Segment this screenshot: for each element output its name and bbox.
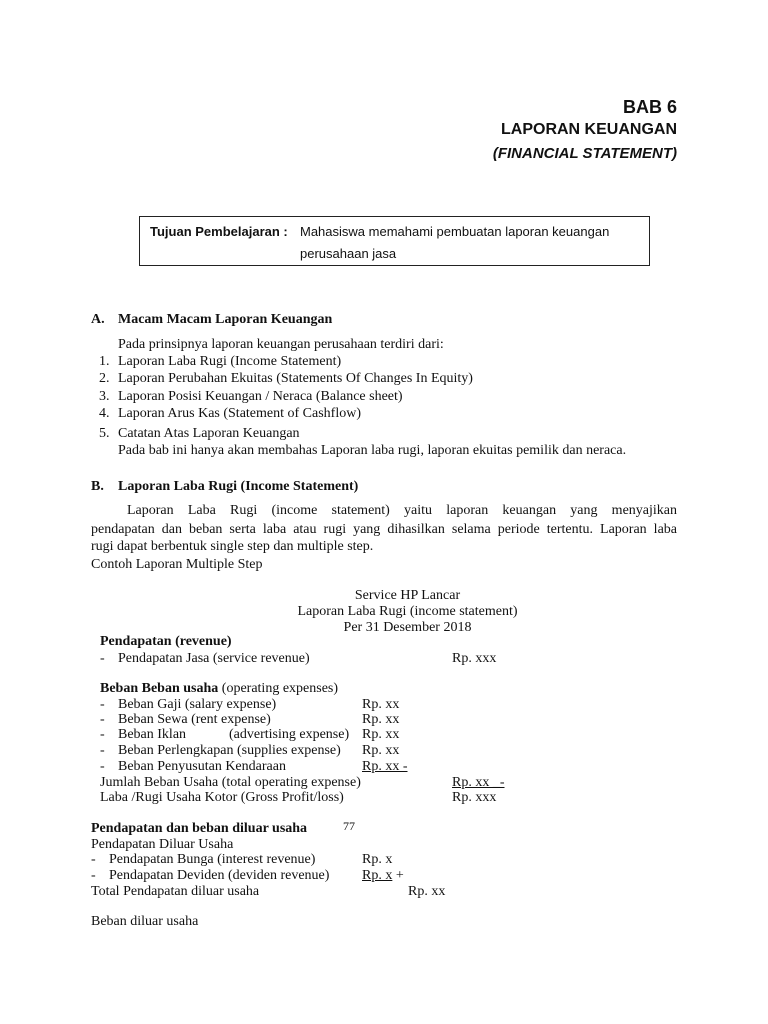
dash: - xyxy=(100,727,105,742)
section-a-letter: A. xyxy=(91,312,105,327)
objective-text-line1: Mahasiswa memahami pembuatan laporan keuangan xyxy=(300,224,610,239)
nonop-heading: Pendapatan dan beban diluar usaha xyxy=(91,821,308,836)
opex-heading-rest: (operating expenses) xyxy=(221,681,339,696)
chapter-title: LAPORAN KEUANGAN xyxy=(501,121,677,138)
list-item: Laporan Arus Kas (Statement of Cashflow) xyxy=(118,406,361,421)
dash: - xyxy=(100,651,105,666)
dash: - xyxy=(91,852,96,867)
dash: - xyxy=(100,759,105,774)
total-nonop-amount: Rp. xx xyxy=(408,884,446,899)
list-number: 4. xyxy=(99,406,110,421)
list-item: Catatan Atas Laporan Keuangan xyxy=(118,426,300,441)
chapter-number: BAB 6 xyxy=(622,97,677,117)
plus-sign: + xyxy=(395,868,404,883)
chapter-subtitle: (FINANCIAL STATEMENT) xyxy=(492,145,677,162)
dash: - xyxy=(91,868,96,883)
list-number: 5. xyxy=(99,426,110,441)
dash: - xyxy=(100,712,105,727)
nonop-item-amount: Rp. x xyxy=(362,852,393,867)
list-item: Laporan Laba Rugi (Income Statement) xyxy=(118,354,342,369)
list-number: 3. xyxy=(99,389,110,404)
revenue-heading: Pendapatan (revenue) xyxy=(100,634,232,649)
objective-text-line2: perusahaan jasa xyxy=(300,246,397,261)
opex-item-amount: Rp. xx - xyxy=(362,759,408,774)
list-number: 2. xyxy=(99,371,110,386)
section-a-intro: Pada prinsipnya laporan keuangan perusahaan terdiri dari: xyxy=(118,337,444,352)
dash: - xyxy=(100,697,105,712)
total-nonop-label: Total Pendapatan diluar usaha xyxy=(91,884,260,899)
section-b-letter: B. xyxy=(91,479,104,494)
section-b-paragraph-line1: Laporan Laba Rugi (income statement) yaitu laporan keuangan yang menyajikan xyxy=(127,503,677,518)
example-caption: Contoh Laporan Multiple Step xyxy=(91,557,263,572)
section-a-heading: Macam Macam Laporan Keuangan xyxy=(118,312,333,327)
opex-item-amount: Rp. xx xyxy=(362,697,400,712)
gross-profit-label: Laba /Rugi Usaha Kotor (Gross Profit/loss) xyxy=(100,790,344,805)
nonop-item-label: Pendapatan Deviden (deviden revenue) xyxy=(109,868,330,883)
opex-heading xyxy=(100,681,338,697)
opex-item-amount: Rp. xx xyxy=(362,743,400,758)
nonop-item-amount: Rp. x xyxy=(362,868,393,883)
opex-item-amount: Rp. xx xyxy=(362,727,400,742)
opex-item-label: Beban Penyusutan Kendaraan xyxy=(118,759,286,774)
total-opex-label: Jumlah Beban Usaha (total operating expense) xyxy=(100,775,361,790)
opex-item-amount: Rp. xx xyxy=(362,712,400,727)
nonop-item-label: Pendapatan Bunga (interest revenue) xyxy=(109,852,316,867)
statement-date: Per 31 Desember 2018 xyxy=(343,620,472,635)
gross-profit-amount: Rp. xxx xyxy=(452,790,497,805)
opex-item-label: Beban Perlengkapan (supplies expense) xyxy=(118,743,341,758)
dash: - xyxy=(100,743,105,758)
statement-company: Service HP Lancar xyxy=(354,588,461,603)
nonop-revenue-subheading: Pendapatan Diluar Usaha xyxy=(91,837,234,852)
section-b-paragraph-line3: rugi dapat berbentuk single step dan multiple step. xyxy=(91,539,374,554)
section-b-paragraph-line2: pendapatan dan beban serta laba atau rugi yang dihasilkan selama periode tertentu. Laporan laba xyxy=(91,522,677,537)
list-item: Laporan Perubahan Ekuitas (Statements Of Changes In Equity) xyxy=(118,371,473,386)
opex-heading-bold: Beban Beban usaha xyxy=(100,681,219,696)
opex-item-label: Beban Sewa (rent expense) xyxy=(118,712,271,727)
statement-name: Laporan Laba Rugi (income statement) xyxy=(297,604,518,619)
objective-label: Tujuan Pembelajaran : xyxy=(150,224,288,239)
nonop-expense-subheading: Beban diluar usaha xyxy=(91,914,199,929)
total-opex-amount: Rp. xx _- xyxy=(452,775,505,790)
page-number: 77 xyxy=(343,819,355,833)
learning-objective-box xyxy=(139,216,650,266)
list-item: Laporan Posisi Keuangan / Neraca (Balance sheet) xyxy=(118,389,403,404)
section-b-heading: Laporan Laba Rugi (Income Statement) xyxy=(118,479,359,494)
revenue-item-label: Pendapatan Jasa (service revenue) xyxy=(118,651,310,666)
opex-item-label: Beban Gaji (salary expense) xyxy=(118,697,277,712)
list-number: 1. xyxy=(99,354,110,369)
opex-item-label: Beban Iklan xyxy=(118,727,187,742)
opex-item-label-extra: (advertising expense) xyxy=(229,727,350,742)
section-a-closing: Pada bab ini hanya akan membahas Laporan laba rugi, laporan ekuitas pemilik dan neraca. xyxy=(118,443,627,458)
revenue-item-amount: Rp. xxx xyxy=(452,651,497,666)
